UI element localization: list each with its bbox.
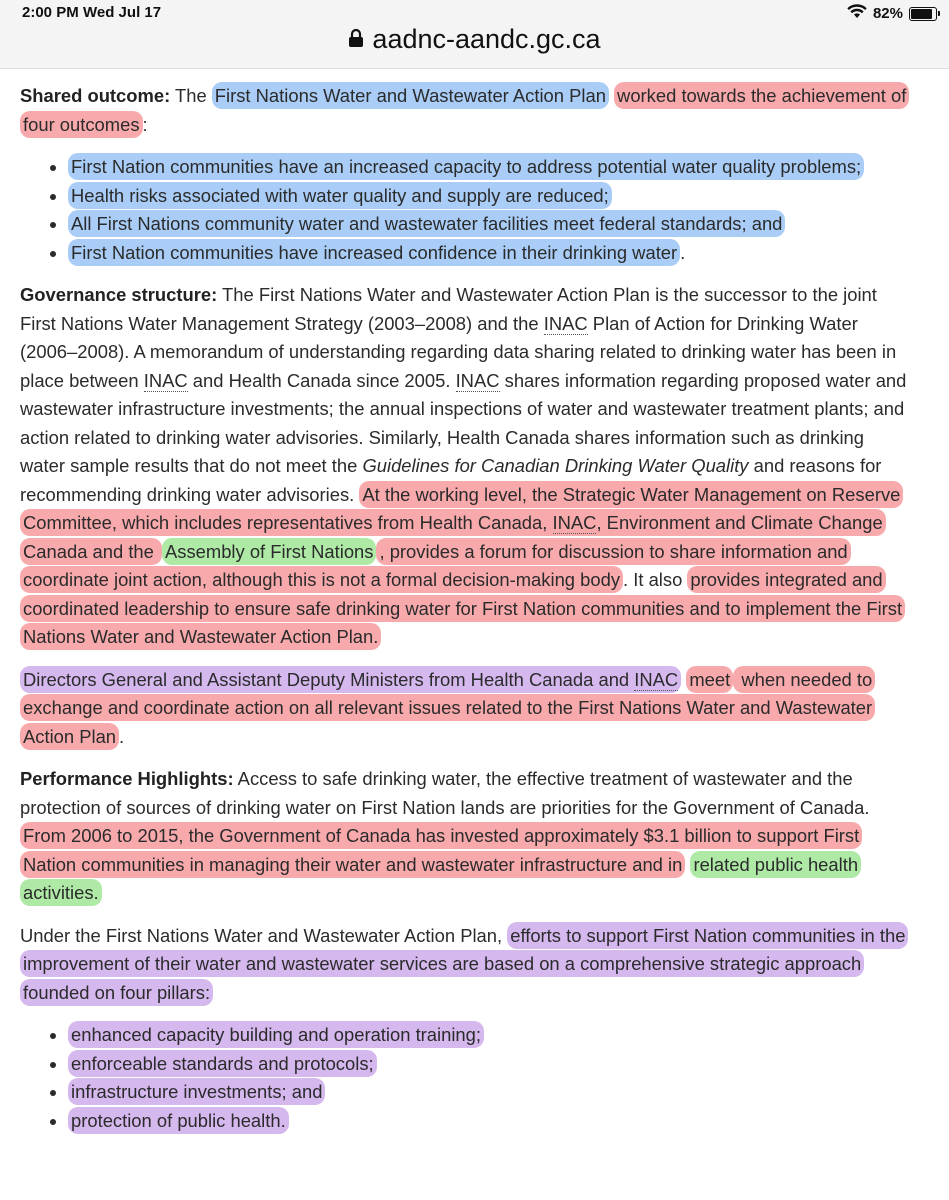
abbr-inac[interactable]: INAC — [543, 312, 588, 334]
list-item — [68, 153, 910, 182]
highlight-purple: infrastructure investments; and — [68, 1078, 325, 1105]
abbr-inac[interactable]: INAC — [634, 668, 679, 690]
battery-icon — [909, 7, 937, 21]
text-span: At the working level, the Strategic Water Management on Reserve Committee, which includes representatives from Health Canada, — [23, 483, 901, 533]
text-span: : — [142, 113, 148, 135]
text-span: . — [680, 241, 686, 263]
list-item — [68, 182, 910, 211]
abbr-inac[interactable]: INAC — [455, 369, 500, 391]
highlight-purple: enhanced capacity building and operation training; — [68, 1021, 484, 1048]
text-span: Plan of Action for Drinking Water (2006–2008). A memorandum of understanding regarding data sharing related to drinking water has been in place between — [20, 312, 897, 391]
highlight-red: , provides a forum for discussion to share information and coordinate joint action, although this is not a formal decision-making body — [20, 538, 851, 594]
text-span: , Environment and Climate Change Canada and the — [23, 512, 883, 562]
highlight-blue: First Nation communities have an increased capacity to address potential water quality problems; — [68, 153, 864, 180]
highlight-purple: protection of public health. — [68, 1107, 289, 1134]
address-domain: aadnc-aandc.gc.ca — [372, 24, 601, 54]
guidelines-title: Guidelines for Canadian Drinking Water Quality — [362, 455, 749, 476]
abbr-inac[interactable]: INAC — [552, 512, 597, 533]
highlight-red: meet — [686, 666, 733, 693]
performance-label: Performance Highlights: — [20, 768, 234, 789]
text-span: and Health Canada since 2005. — [187, 369, 456, 391]
list-item — [68, 210, 910, 239]
highlight-red: From 2006 to 2015, the Government of Canada has invested approximately $3.1 billion to support First Nation communities in managing their water and wastewater infrastructure and in — [20, 822, 862, 878]
list-item — [68, 1107, 910, 1136]
shared-outcome-label: Shared outcome: — [20, 85, 171, 106]
list-item — [68, 239, 910, 268]
pillars-list — [20, 1021, 910, 1135]
text-span: and reasons for recommending drinking water advisories. — [20, 455, 882, 505]
article-content — [20, 82, 910, 1149]
list-item — [68, 1050, 910, 1079]
highlight-purple — [20, 666, 681, 693]
battery-percent: 82% — [872, 5, 903, 22]
highlight-red: worked towards the achievement of four outcomes — [20, 82, 909, 138]
highlight-blue: All First Nations community water and wastewater facilities meet federal standards; and — [68, 210, 785, 237]
performance-paragraph — [20, 765, 910, 908]
highlight-green: related public health activities. — [20, 851, 861, 907]
text-span: Access to safe drinking water, the effective treatment of wastewater and the protection of sources of drinking water on First Nation lands are priorities for the Government of Canada. — [20, 768, 870, 818]
text-span: The — [170, 85, 212, 106]
shared-outcome-paragraph — [20, 82, 910, 139]
text-span: The First Nations Water and Wastewater Action Plan is the successor to the joint First Nations Water Management Strategy (2003–2008) and the — [20, 284, 877, 334]
highlight-blue: First Nations Water and Wastewater Action Plan — [212, 82, 609, 109]
status-time: 2:00 PM — [22, 4, 79, 21]
abbr-inac[interactable]: INAC — [143, 369, 188, 391]
highlight-purple: enforceable standards and protocols; — [68, 1050, 377, 1077]
status-right — [847, 4, 937, 23]
text-span: shares information regarding proposed water and wastewater infrastructure investments; the annual inspections of water and wastewater treatment plants; and action related to drinking water advisories. Similarly, Health Canada shares information such as drinking water sample results that do not meet the — [20, 369, 907, 476]
highlight-blue: Health risks associated with water quality and supply are reduced; — [68, 182, 612, 209]
text-span: Under the First Nations Water and Wastewater Action Plan, — [20, 924, 508, 946]
text-span: Directors General and Assistant Deputy Ministers from Health Canada and — [23, 668, 635, 690]
governance-paragraph — [20, 281, 910, 652]
browser-top-bar — [0, 0, 949, 69]
directors-paragraph — [20, 666, 910, 752]
highlight-blue: First Nation communities have increased confidence in their drinking water — [68, 239, 680, 266]
pillars-paragraph — [20, 922, 910, 1008]
lock-icon — [348, 24, 364, 55]
highlight-red: provides integrated and coordinated leadership to ensure safe drinking water for First Nation communities and to implement the First Nations Water and Wastewater Action Plan. — [20, 566, 905, 650]
highlight-red: when needed to exchange and coordinate action on all relevant issues related to the First Nations Water and Wastewater Action Plan — [20, 666, 875, 750]
list-item — [68, 1078, 910, 1107]
list-item — [68, 1021, 910, 1050]
text-span: . — [119, 725, 125, 747]
highlight-green: Assembly of First Nations — [162, 538, 376, 565]
status-date: Wed Jul 17 — [83, 4, 162, 21]
battery-fill — [911, 9, 932, 19]
highlight-purple: efforts to support First Nation communities in the improvement of their water and wastewater services are based on a comprehensive strategic approach founded on four pillars: — [20, 922, 908, 1006]
governance-label: Governance structure: — [20, 284, 218, 305]
text-span: . It also — [623, 569, 688, 590]
outcomes-list — [20, 153, 910, 267]
wifi-icon — [847, 4, 867, 23]
address-bar[interactable] — [0, 24, 949, 55]
